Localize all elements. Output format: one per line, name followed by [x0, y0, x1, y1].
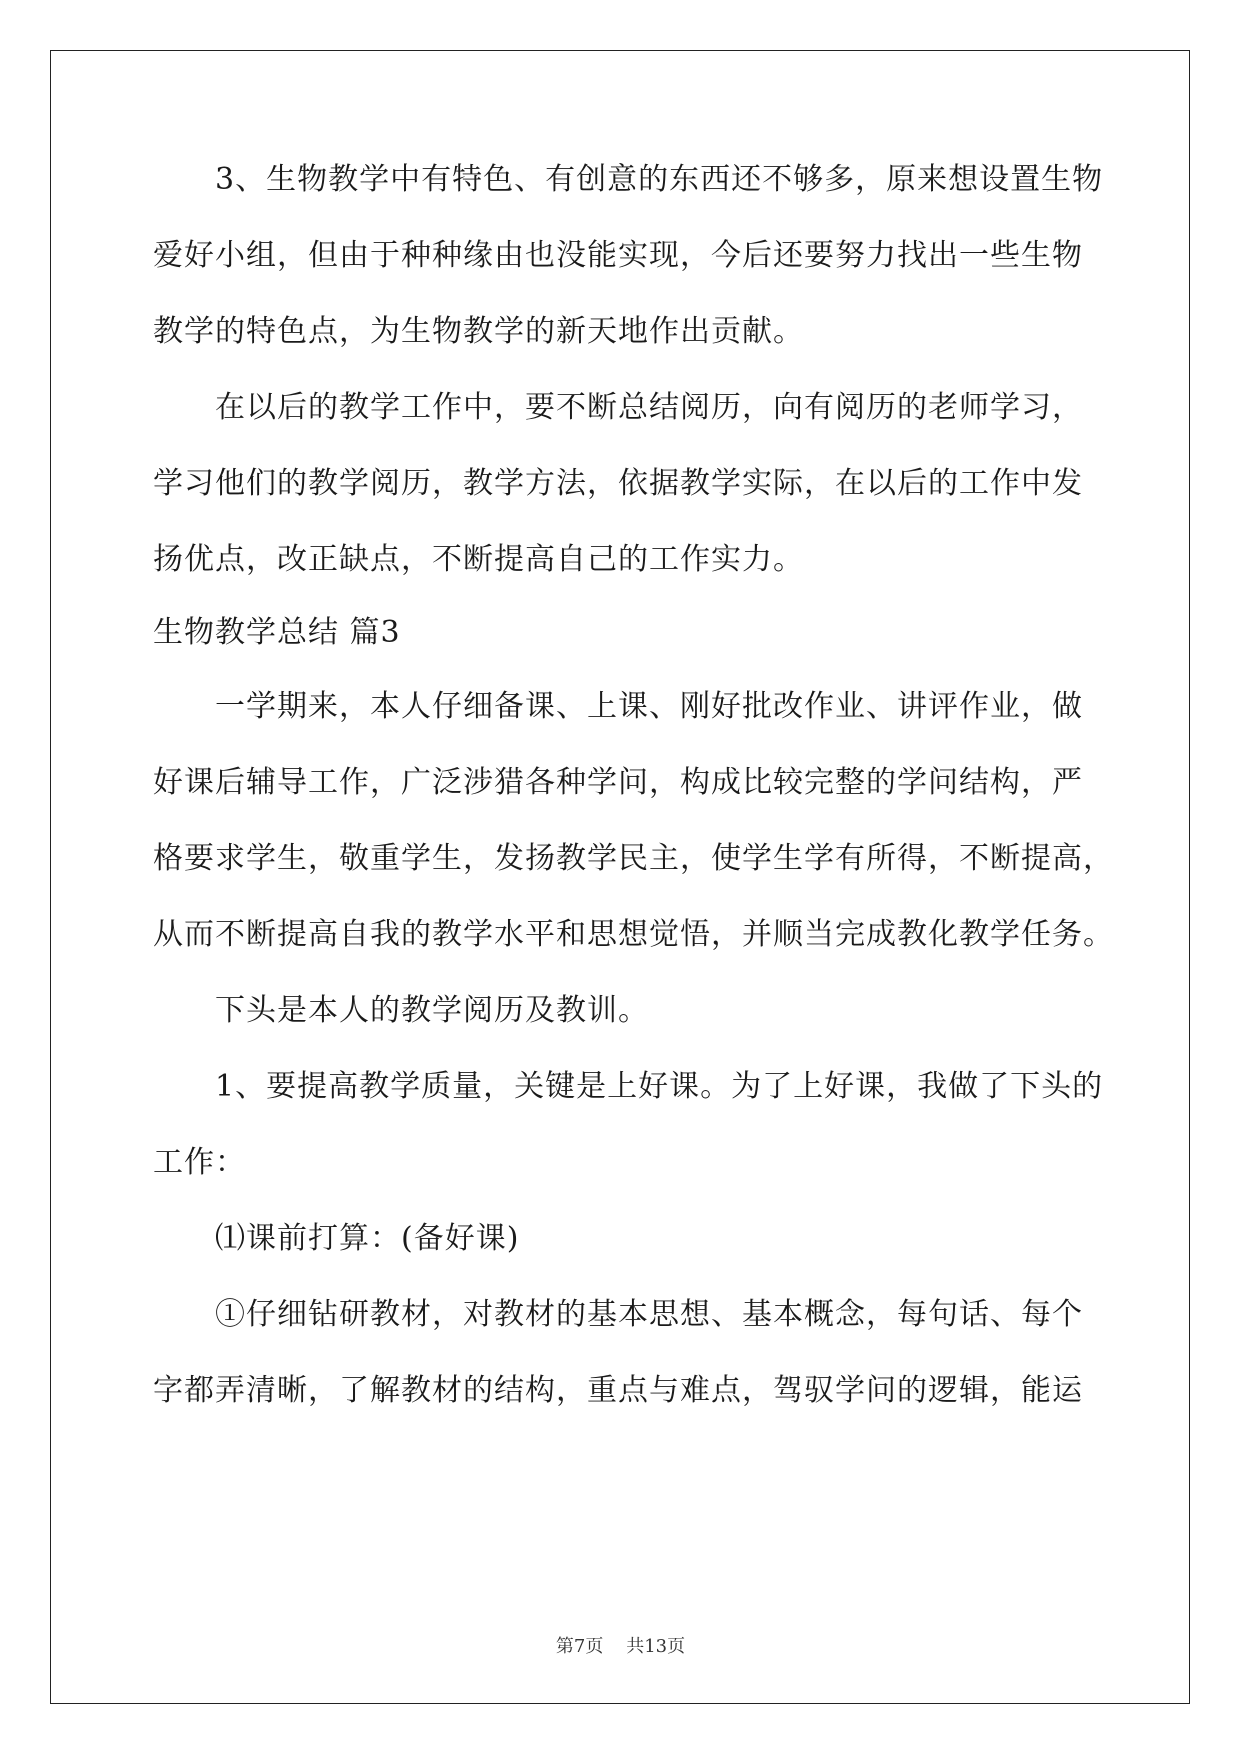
paragraph-line: 3、生物教学中有特色、有创意的东西还不够多，原来想设置生物	[215, 162, 1104, 197]
page-footer	[0, 1632, 1241, 1658]
paragraph-line: 好课后辅导工作，广泛涉猎各种学问，构成比较完整的学问结构，严	[153, 765, 1083, 800]
paragraph-line: 从而不断提高自我的教学水平和思想觉悟，并顺当完成教化教学任务。	[153, 917, 1114, 952]
paragraph-line: 教学的特色点，为生物教学的新天地作出贡献。	[153, 314, 804, 349]
paragraph-line: 扬优点，改正缺点，不断提高自己的工作实力。	[153, 542, 804, 577]
paragraph-line: 学习他们的教学阅历，教学方法，依据教学实际，在以后的工作中发	[153, 466, 1083, 501]
paragraph-line: ⑴课前打算：(备好课)	[215, 1221, 520, 1256]
paragraph-line: 下头是本人的教学阅历及教训。	[215, 993, 649, 1028]
paragraph-line: 1、要提高教学质量，关键是上好课。为了上好课，我做了下头的	[215, 1069, 1104, 1104]
total-pages: 共13页	[626, 1636, 686, 1657]
page-number: 第7页	[555, 1636, 604, 1657]
paragraph-line: 在以后的教学工作中，要不断总结阅历，向有阅历的老师学习，	[215, 390, 1083, 425]
paragraph-line: 一学期来，本人仔细备课、上课、刚好批改作业、讲评作业，做	[215, 689, 1083, 724]
paragraph-line: 爱好小组，但由于种种缘由也没能实现，今后还要努力找出一些生物	[153, 238, 1083, 273]
paragraph-line: ①仔细钻研教材，对教材的基本思想、基本概念，每句话、每个	[215, 1297, 1083, 1332]
section-heading: 生物教学总结 篇3	[153, 615, 401, 650]
paragraph-line: 字都弄清晰，了解教材的结构，重点与难点，驾驭学问的逻辑，能运	[153, 1373, 1083, 1408]
paragraph-line: 工作：	[153, 1145, 246, 1180]
paragraph-line: 格要求学生，敬重学生，发扬教学民主，使学生学有所得，不断提高，	[153, 841, 1114, 876]
